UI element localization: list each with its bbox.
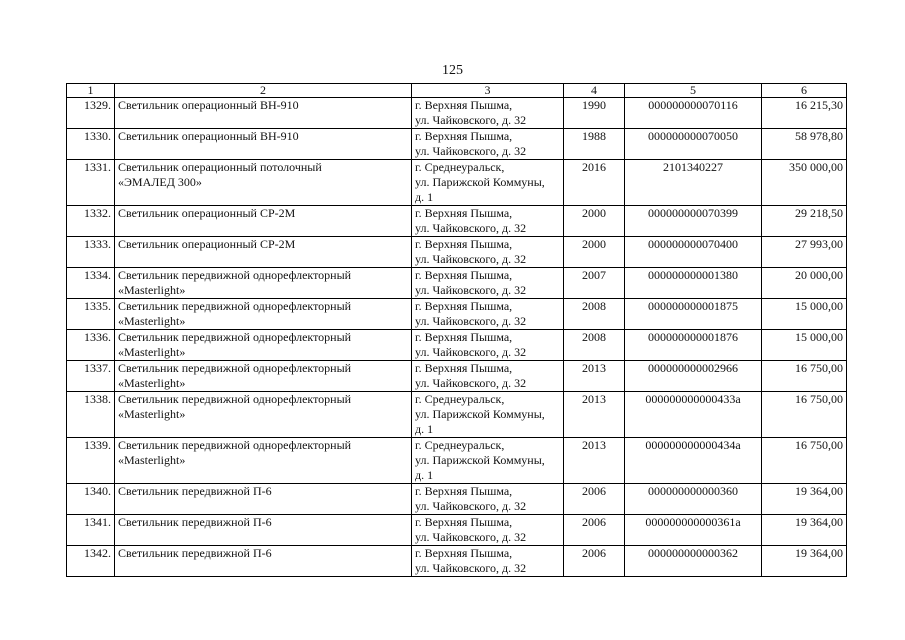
cell-line: ул. Чайковского, д. 32 [415, 221, 527, 235]
cell-line: г. Среднеуральск, [415, 160, 505, 174]
inventory-code-cell: 000000000001876 [625, 330, 762, 361]
column-header: 2 [115, 84, 412, 98]
cell-line: г. Верхняя Пышма, [415, 484, 513, 498]
column-header: 6 [762, 84, 847, 98]
cell-line: ул. Чайковского, д. 32 [415, 561, 527, 575]
year-cell: 1988 [564, 129, 625, 160]
inventory-code-cell: 000000000002966 [625, 361, 762, 392]
table-header-row [67, 84, 847, 98]
value-cell: 16 750,00 [762, 438, 847, 484]
row-number-cell: 1333. [67, 237, 115, 268]
value-cell: 350 000,00 [762, 160, 847, 206]
cell-line: ул. Парижской Коммуны, [415, 175, 545, 189]
row-number-cell: 1331. [67, 160, 115, 206]
cell-line: ул. Чайковского, д. 32 [415, 530, 527, 544]
cell-line: г. Верхняя Пышма, [415, 129, 513, 143]
cell-line: г. Верхняя Пышма, [415, 237, 513, 251]
item-name-cell [115, 160, 412, 206]
row-number-cell: 1342. [67, 546, 115, 577]
address-cell [412, 299, 564, 330]
item-name-cell [115, 98, 412, 129]
address-cell [412, 129, 564, 160]
item-name-cell [115, 237, 412, 268]
cell-line: г. Среднеуральск, [415, 392, 505, 406]
cell-line: Светильник операционный потолочный [118, 160, 322, 174]
cell-line: Светильник передвижной однорефлекторный [118, 438, 352, 452]
cell-line: «Masterlight» [118, 453, 186, 467]
cell-line: д. 1 [415, 422, 434, 436]
cell-line: ул. Чайковского, д. 32 [415, 144, 527, 158]
row-number-cell: 1332. [67, 206, 115, 237]
year-cell: 2006 [564, 515, 625, 546]
item-name-cell [115, 268, 412, 299]
inventory-code-cell: 000000000070399 [625, 206, 762, 237]
cell-line: ул. Парижской Коммуны, [415, 407, 545, 421]
cell-line: Светильник передвижной однорефлекторный [118, 392, 352, 406]
table-row [67, 330, 847, 361]
cell-line: ул. Чайковского, д. 32 [415, 314, 527, 328]
address-cell [412, 392, 564, 438]
year-cell: 1990 [564, 98, 625, 129]
cell-line: ул. Чайковского, д. 32 [415, 252, 527, 266]
table-row [67, 98, 847, 129]
year-cell: 2006 [564, 546, 625, 577]
row-number-cell: 1330. [67, 129, 115, 160]
row-number-cell: 1338. [67, 392, 115, 438]
row-number-cell: 1336. [67, 330, 115, 361]
value-cell: 19 364,00 [762, 546, 847, 577]
page-number: 125 [442, 63, 463, 78]
cell-line: «ЭМАЛЕД 300» [118, 175, 202, 189]
cell-line: ул. Чайковского, д. 32 [415, 376, 527, 390]
year-cell: 2016 [564, 160, 625, 206]
item-name-cell [115, 206, 412, 237]
address-cell [412, 98, 564, 129]
cell-line: ул. Чайковского, д. 32 [415, 283, 527, 297]
inventory-code-cell: 000000000070116 [625, 98, 762, 129]
address-cell [412, 484, 564, 515]
value-cell: 29 218,50 [762, 206, 847, 237]
value-cell: 15 000,00 [762, 299, 847, 330]
cell-line: Светильник операционный ВН-910 [118, 98, 299, 112]
year-cell: 2013 [564, 438, 625, 484]
row-number-cell: 1341. [67, 515, 115, 546]
value-cell: 15 000,00 [762, 330, 847, 361]
inventory-code-cell: 000000000001875 [625, 299, 762, 330]
item-name-cell [115, 361, 412, 392]
inventory-code-cell: 000000000070400 [625, 237, 762, 268]
row-number-cell: 1340. [67, 484, 115, 515]
value-cell: 16 215,30 [762, 98, 847, 129]
cell-line: «Masterlight» [118, 283, 186, 297]
table-row [67, 392, 847, 438]
table-row [67, 438, 847, 484]
item-name-cell [115, 129, 412, 160]
cell-line: Светильник передвижной П-6 [118, 546, 272, 560]
cell-line: Светильник передвижной П-6 [118, 515, 272, 529]
cell-line: Светильник передвижной однорефлекторный [118, 268, 352, 282]
row-number-cell: 1329. [67, 98, 115, 129]
item-name-cell [115, 438, 412, 484]
inventory-code-cell: 000000000000434а [625, 438, 762, 484]
year-cell: 2013 [564, 361, 625, 392]
row-number-cell: 1337. [67, 361, 115, 392]
cell-line: «Masterlight» [118, 376, 186, 390]
cell-line: «Masterlight» [118, 314, 186, 328]
year-cell: 2007 [564, 268, 625, 299]
cell-line: д. 1 [415, 468, 434, 482]
year-cell: 2000 [564, 206, 625, 237]
cell-line: Светильник операционный СР-2М [118, 237, 296, 251]
cell-line: г. Верхняя Пышма, [415, 98, 513, 112]
cell-line: «Masterlight» [118, 345, 186, 359]
year-cell: 2013 [564, 392, 625, 438]
value-cell: 16 750,00 [762, 392, 847, 438]
column-header: 5 [625, 84, 762, 98]
table-row [67, 515, 847, 546]
cell-line: Светильник передвижной однорефлекторный [118, 361, 352, 375]
inventory-code-cell: 000000000001380 [625, 268, 762, 299]
item-name-cell [115, 392, 412, 438]
cell-line: г. Верхняя Пышма, [415, 361, 513, 375]
value-cell: 58 978,80 [762, 129, 847, 160]
table-row [67, 299, 847, 330]
inventory-code-cell: 000000000000362 [625, 546, 762, 577]
inventory-code-cell: 000000000000360 [625, 484, 762, 515]
table-row [67, 237, 847, 268]
value-cell: 20 000,00 [762, 268, 847, 299]
cell-line: г. Верхняя Пышма, [415, 268, 513, 282]
item-name-cell [115, 546, 412, 577]
cell-line: Светильник передвижной П-6 [118, 484, 272, 498]
cell-line: Светильник передвижной однорефлекторный [118, 299, 352, 313]
table-row [67, 484, 847, 515]
year-cell: 2008 [564, 330, 625, 361]
table-row [67, 546, 847, 577]
value-cell: 27 993,00 [762, 237, 847, 268]
year-cell: 2008 [564, 299, 625, 330]
cell-line: г. Верхняя Пышма, [415, 299, 513, 313]
address-cell [412, 361, 564, 392]
address-cell [412, 438, 564, 484]
cell-line: Светильник операционный ВН-910 [118, 129, 299, 143]
cell-line: ул. Чайковского, д. 32 [415, 113, 527, 127]
address-cell [412, 160, 564, 206]
item-name-cell [115, 330, 412, 361]
row-number-cell: 1335. [67, 299, 115, 330]
inventory-code-cell: 000000000000433а [625, 392, 762, 438]
cell-line: Светильник передвижной однорефлекторный [118, 330, 352, 344]
address-cell [412, 268, 564, 299]
item-name-cell [115, 515, 412, 546]
address-cell [412, 515, 564, 546]
address-cell [412, 206, 564, 237]
column-header: 3 [412, 84, 564, 98]
year-cell: 2000 [564, 237, 625, 268]
column-header: 1 [67, 84, 115, 98]
cell-line: «Masterlight» [118, 407, 186, 421]
table-row [67, 129, 847, 160]
cell-line: д. 1 [415, 190, 434, 204]
row-number-cell: 1339. [67, 438, 115, 484]
value-cell: 16 750,00 [762, 361, 847, 392]
value-cell: 19 364,00 [762, 515, 847, 546]
item-name-cell [115, 299, 412, 330]
table-row [67, 361, 847, 392]
address-cell [412, 546, 564, 577]
table-row [67, 206, 847, 237]
inventory-code-cell: 000000000000361а [625, 515, 762, 546]
table-row [67, 160, 847, 206]
cell-line: Светильник операционный СР-2М [118, 206, 296, 220]
value-cell: 19 364,00 [762, 484, 847, 515]
cell-line: г. Верхняя Пышма, [415, 546, 513, 560]
item-name-cell [115, 484, 412, 515]
year-cell: 2006 [564, 484, 625, 515]
cell-line: г. Среднеуральск, [415, 438, 505, 452]
cell-line: ул. Чайковского, д. 32 [415, 345, 527, 359]
row-number-cell: 1334. [67, 268, 115, 299]
cell-line: ул. Парижской Коммуны, [415, 453, 545, 467]
column-header: 4 [564, 84, 625, 98]
table-row [67, 268, 847, 299]
cell-line: г. Верхняя Пышма, [415, 330, 513, 344]
address-cell [412, 330, 564, 361]
inventory-table [66, 83, 847, 577]
cell-line: ул. Чайковского, д. 32 [415, 499, 527, 513]
inventory-code-cell: 2101340227 [625, 160, 762, 206]
address-cell [412, 237, 564, 268]
inventory-code-cell: 000000000070050 [625, 129, 762, 160]
cell-line: г. Верхняя Пышма, [415, 206, 513, 220]
cell-line: г. Верхняя Пышма, [415, 515, 513, 529]
